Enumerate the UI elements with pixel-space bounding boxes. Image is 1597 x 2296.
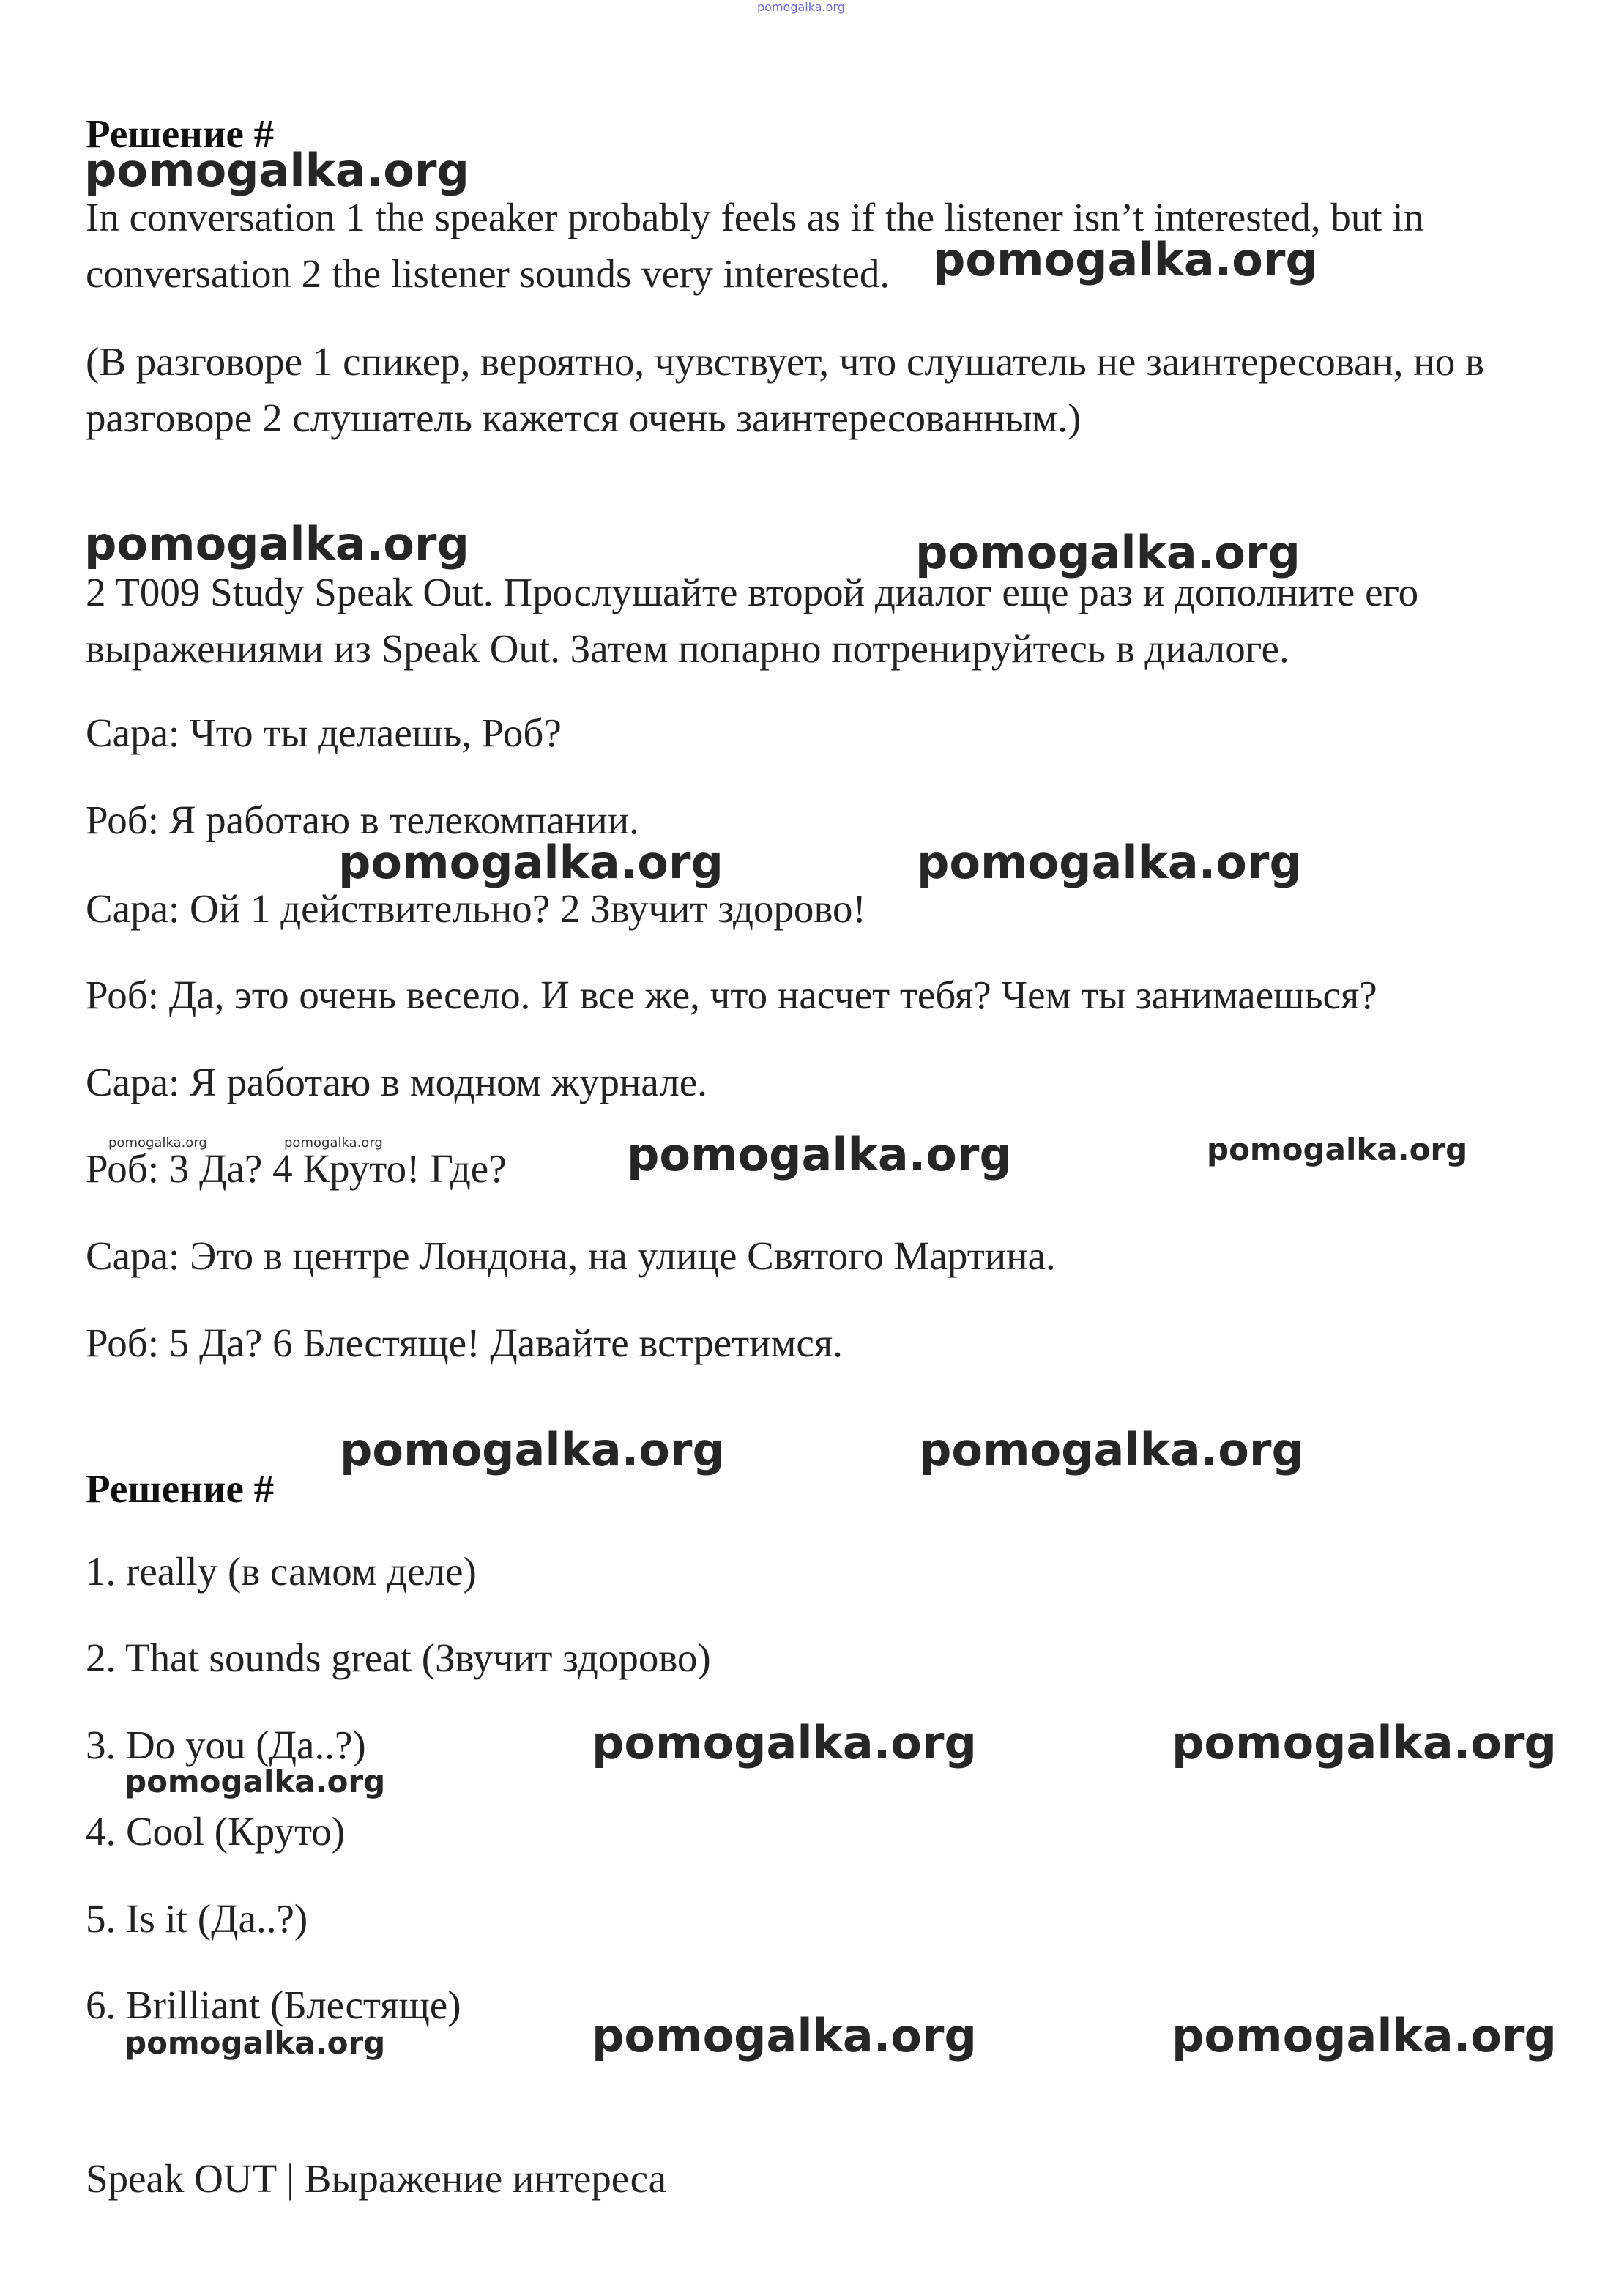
answer-english: In conversation 1 the speaker probably feels as if the listener isn’t interested, but in conversation 2 the listener sounds very interested. [86,195,1424,296]
task-instruction: 2 T009 Study Speak Out. Прослушайте второй диалог еще раз и дополните его выражениями из Speak Out. Затем попарно потренируйтесь в диалоге. [86,570,1419,671]
dialogue-line-2: Роб: Я работаю в телекомпании. [86,798,639,842]
dialogue-line-6: Роб: 3 Да? 4 Круто! Где? [86,1146,507,1191]
watermark-tiny: pomogalka.org [284,1135,383,1151]
dialogue-line-4: Роб: Да, это очень весело. И все же, что насчет тебя? Чем ты занимаешься? [86,973,1377,1017]
dialogue-line-7: Сара: Это в центре Лондона, на улице Святого Мартина. [86,1233,1056,1278]
answer-item-3: 3. Do you (Да..?) [86,1723,366,1767]
watermark: pomogalka.org [124,2025,386,2061]
answer-item-6: 6. Brilliant (Блестяще) [86,1983,461,2027]
watermark: pomogalka.org [917,836,1302,889]
watermark: pomogalka.org [592,2009,977,2062]
watermark-tiny: pomogalka.org [108,1135,207,1151]
watermark: pomogalka.org [340,1423,725,1476]
answer-item-5: 5. Is it (Да..?) [86,1896,308,1941]
watermark: pomogalka.org [84,517,469,571]
dialogue-line-3: Сара: Ой 1 действительно? 2 Звучит здорово! [86,886,866,931]
watermark: pomogalka.org [915,526,1300,579]
answer-item-4: 4. Cool (Круто) [86,1809,346,1854]
watermark: pomogalka.org [627,1128,1012,1181]
watermark: pomogalka.org [919,1423,1304,1476]
watermark: pomogalka.org [338,836,723,889]
solution-heading-1: Решение # [86,111,275,156]
answer-item-1: 1. really (в самом деле) [86,1549,477,1594]
solution-heading-2: Решение # [86,1466,275,1511]
watermark: pomogalka.org [592,1716,977,1769]
dialogue-line-5: Сара: Я работаю в модном журнале. [86,1060,707,1104]
watermark: pomogalka.org [84,144,469,197]
dialogue-line-1: Сара: Что ты делаешь, Роб? [86,710,562,755]
answer-russian: (В разговоре 1 спикер, вероятно, чувствует, что слушатель не заинтересован, но в разговоре 2 слушатель кажется очень заинтересованным.) [86,339,1484,440]
watermark: pomogalka.org [1207,1132,1468,1167]
watermark: pomogalka.org [124,1764,386,1799]
watermark: pomogalka.org [1172,2009,1557,2062]
dialogue-line-8: Роб: 5 Да? 6 Блестяще! Давайте встретимся. [86,1320,843,1365]
section-footer-title: Speak OUT | Выражение интереса [86,2156,667,2201]
watermark: pomogalka.org [933,233,1318,286]
answer-item-2: 2. That sounds great (Звучит здорово) [86,1635,711,1680]
watermark: pomogalka.org [1172,1716,1557,1769]
watermark-top: pomogalka.org [757,0,845,14]
